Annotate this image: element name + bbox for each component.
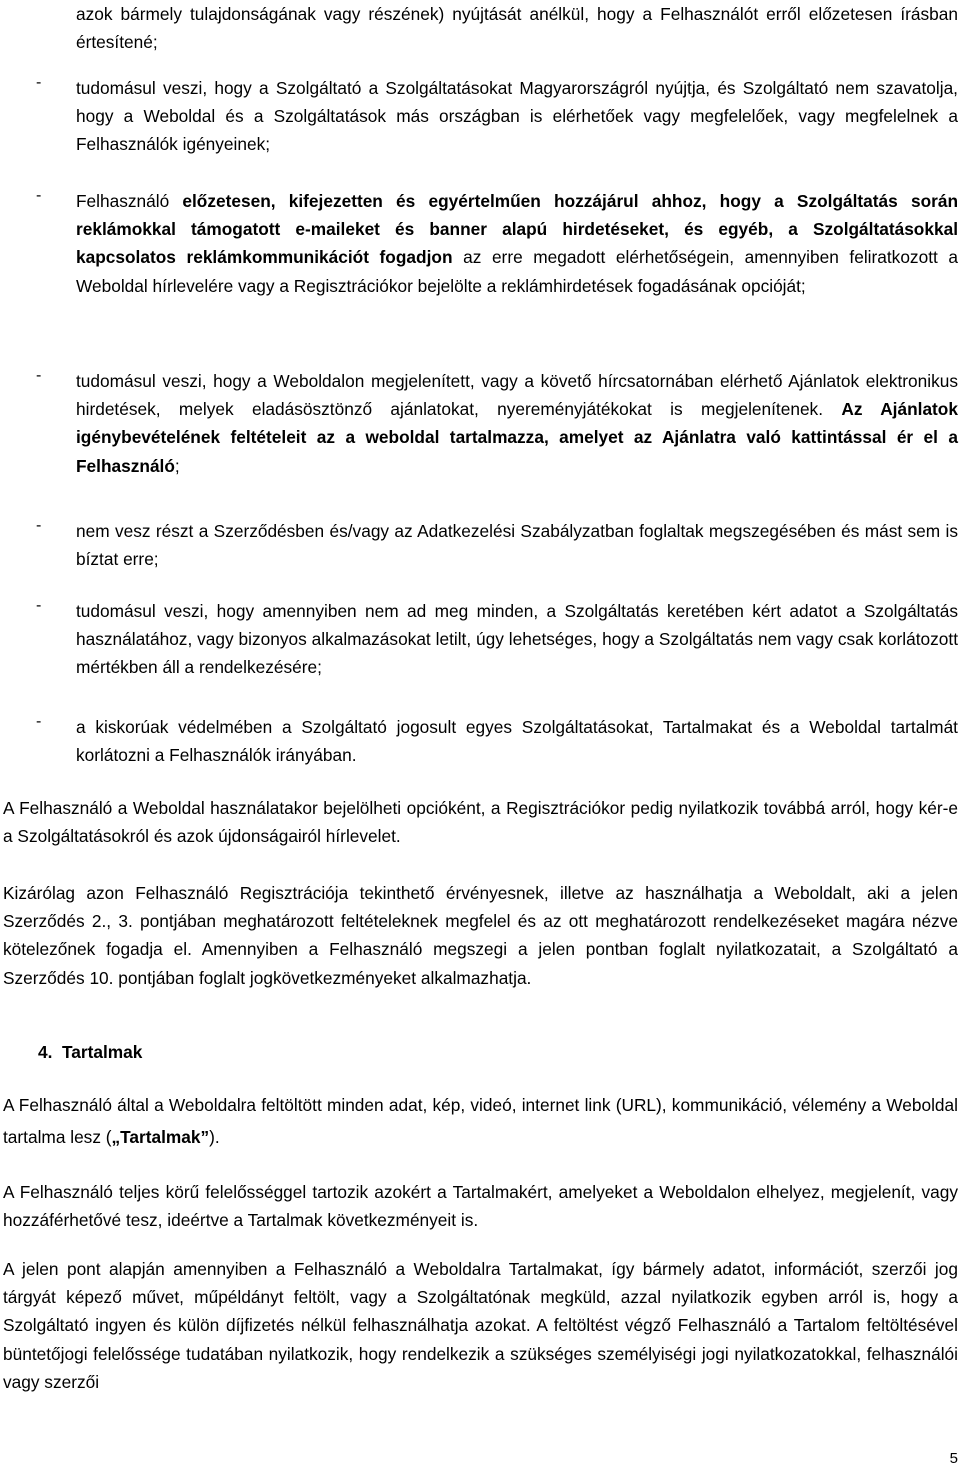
section-number: 4. xyxy=(38,1042,53,1062)
bold-text-run: Az Ajánlatok igénybevételének feltételeit az a weboldal tartalmazza, amelyet az Ajánlatra való kattintással ér el a Felhasználó xyxy=(76,399,958,476)
page-number: 5 xyxy=(949,1450,958,1467)
section-heading xyxy=(38,1038,142,1066)
list-item-text: a kiskorúak védelmében a Szolgáltató jogosult egyes Szolgáltatásokat, Tartalmakat és a Weboldal tartalmát korlátozni a Felhasználók irányában. xyxy=(76,717,958,766)
list-item-text: nem vesz részt a Szerződésben és/vagy az Adatkezelési Szabályzatban foglaltak megszegésében és mást sem is bíztat erre; xyxy=(76,521,958,570)
text-run: ). xyxy=(209,1127,220,1147)
paragraph-contents-definition xyxy=(3,1089,958,1153)
text-run: Felhasználó xyxy=(76,191,183,211)
paragraph-continuation: azok bármely tulajdonságának vagy részének) nyújtását anélkül, hogy a Felhasználót erről előzetesen írásban értesítené; xyxy=(76,4,958,53)
list-item xyxy=(36,597,958,682)
text-run: ; xyxy=(174,455,180,476)
text-run: az erre megadott elérhetőségein, amennyiben feliratkozott a Weboldal hírlevelére vagy a Regisztrációkor bejelölte a reklámhirdetések fogadásának opcióját; xyxy=(76,247,958,296)
list-dash: - xyxy=(36,597,42,614)
bold-text-run: „Tartalmak” xyxy=(111,1127,210,1147)
list-item-text: tudomásul veszi, hogy a Szolgáltató a Szolgáltatásokat Magyarországról nyújtja, és Szolgáltató nem szavatolja, hogy a Weboldal és a Szolgáltatások más országban is elérhetőek vagy megfelelőek, vagy megfelelnek a Felhasználók igényeinek; xyxy=(76,78,958,155)
list-dash: - xyxy=(36,74,42,91)
list-item xyxy=(36,74,958,159)
list-item xyxy=(36,713,958,769)
paragraph-newsletter: A Felhasználó a Weboldal használatakor bejelölheti opcióként, a Regisztrációkor pedig nyilatkozik továbbá arról, hogy kér-e a Szolgáltatásokról és azok újdonságairól hírlevelet. xyxy=(3,798,958,847)
list-item xyxy=(36,367,958,480)
list-dash: - xyxy=(36,713,42,730)
list-dash: - xyxy=(36,187,42,204)
list-dash: - xyxy=(36,367,42,384)
section-title: Tartalmak xyxy=(62,1042,143,1062)
text-run: A Felhasználó által a Weboldalra feltöltött minden adat, kép, videó, internet link (URL), kommunikáció, vélemény a Weboldal tartalma lesz ( xyxy=(3,1095,958,1147)
paragraph-registration: Kizárólag azon Felhasználó Regisztrációja tekinthető érvényesnek, illetve az használhatja a Weboldalt, aki a jelen Szerződés 2., 3. pontjában meghatározott feltételeknek megfelel és az ott meghatározott rendelkezéseket magára nézve kötelezőnek fogadja el. Amennyiben a Felhasználó megszegi a jelen pontban foglalt nyilatkozatait, a Szolgáltató a Szerződés 10. pontjában foglalt jogkövetkezményeket alkalmazhatja. xyxy=(3,883,958,988)
list-item-text: tudomásul veszi, hogy amennyiben nem ad meg minden, a Szolgáltatás keretében kért adatot a Szolgáltatás használatához, vagy bizonyos alkalmazásokat letilt, úgy lehetséges, hogy a Szolgáltatás nem vagy csak korlátozott mértékben áll a rendelkezésére; xyxy=(76,601,958,678)
text-run: tudomásul veszi, hogy a Weboldalon megjelenített, vagy a követő hírcsatornában elérhető Ajánlatok elektronikus hirdetések, melyek eladásösztönző ajánlatokat, nyereményjátékokat is megjelenítenek. xyxy=(76,371,958,420)
bold-text-run: előzetesen, kifejezetten és egyértelműen hozzájárul ahhoz, hogy a Szolgáltatás során reklámokkal támogatott e-maileket és banner alapú hirdetéseket, és egyéb, a Szolgáltatásokkal kapcsolatos reklámkommunikációt fogadjon xyxy=(76,191,959,268)
paragraph-contents-responsibility: A Felhasználó teljes körű felelősséggel tartozik azokért a Tartalmakért, amelyeket a Weboldalon elhelyez, megjelenít, vagy hozzáférhetővé tesz, ideértve a Tartalmak következményeit is. xyxy=(3,1182,958,1231)
paragraph-contents-upload: A jelen pont alapján amennyiben a Felhasználó a Weboldalra Tartalmakat, így bármely adatot, információt, szerzői jog tárgyát képező művet, műpéldányt feltölt, vagy a Szolgáltatónak megküld, azzal nyilatkozik egyben arról is, hogy a Szolgáltató ingyen és külön díjfizetés nélkül felhasználhatja azokat. A feltöltést végző Felhasználó a Tartalom feltöltésével büntetőjogi felelőssége tudatában nyilatkozik, hogy rendelkezik a szükséges személyiségi jogi nyilatkozatokkal, felhasználói vagy szerzői xyxy=(3,1259,958,1392)
list-item xyxy=(36,187,958,300)
list-dash: - xyxy=(36,517,42,534)
list-item-text xyxy=(76,367,958,480)
list-item-text xyxy=(76,187,958,300)
list-item xyxy=(36,517,958,573)
